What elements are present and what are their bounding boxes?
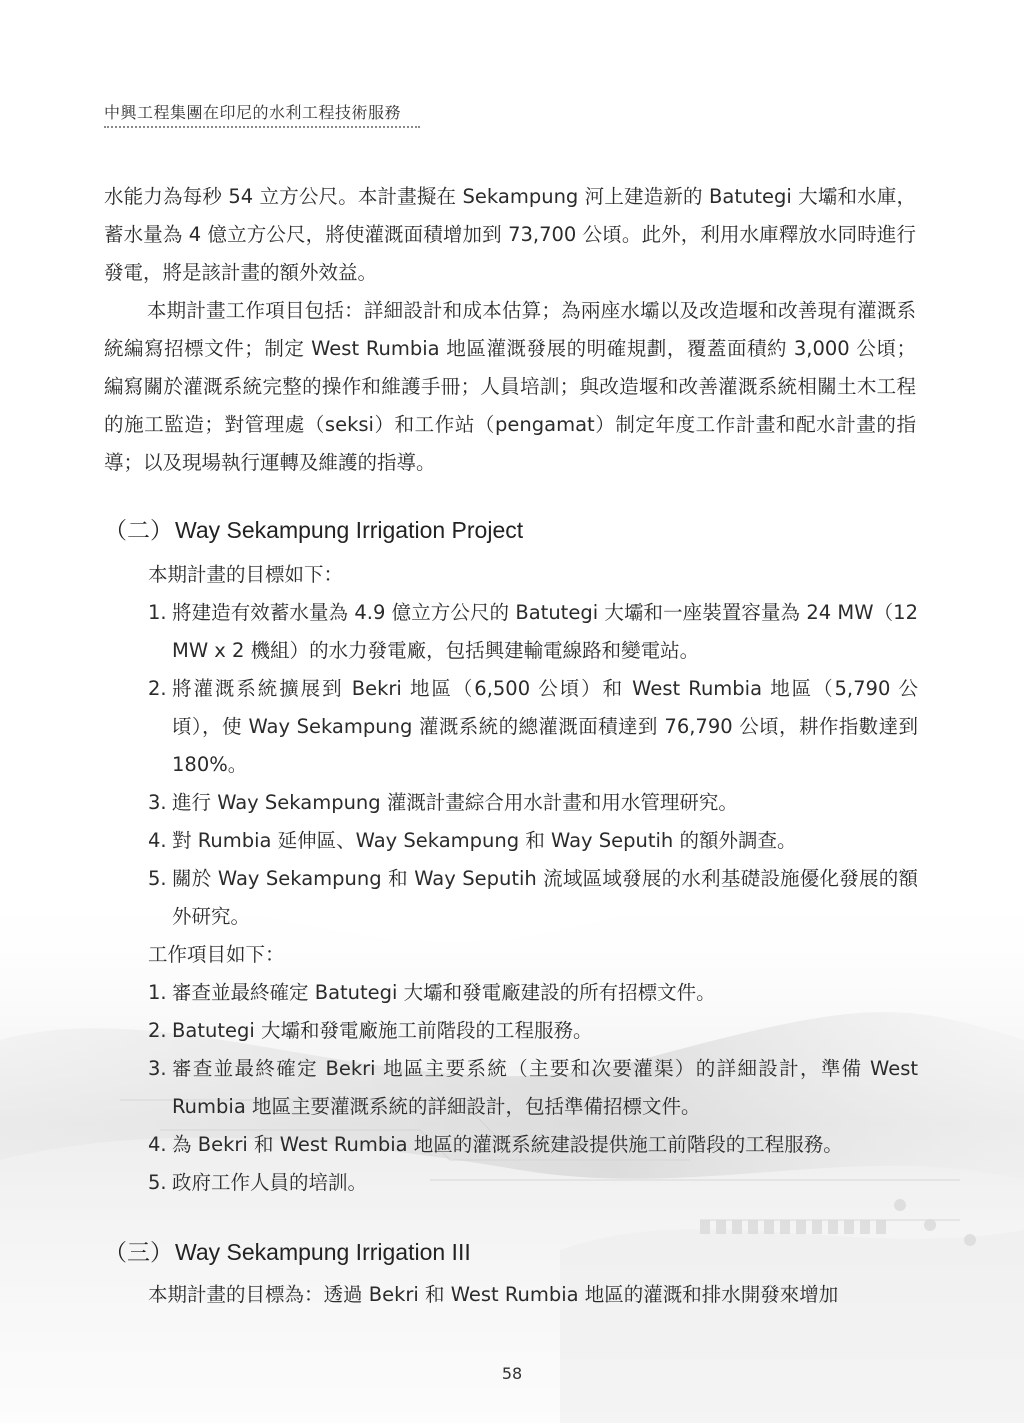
objective-text: 將灌溉系統擴展到 Bekri 地區（6,500 公頃）和 West Rumbia 地區（5,790 公頃），使 Way Sekampung 灌溉系統的總灌溉面積達到 76,790 公頃，耕作指數達到 180%。: [172, 677, 918, 776]
work-item-text: 審查並最終確定 Batutegi 大壩和發電廠建設的所有招標文件。: [172, 981, 716, 1004]
intro-paragraph-2: 本期計畫工作項目包括：詳細設計和成本估算；為兩座水壩以及改造堰和改善現有灌溉系統編寫招標文件；制定 West Rumbia 地區灌溉發展的明確規劃，覆蓋面積約 3,000 公頃；編寫關於灌溉系統完整的操作和維護手冊；人員培訓；與改造堰和改善灌溉系統相關土木工程的施工監造；對管理處（seksi）和工作站（pengamat）制定年度工作計畫和配水計畫的指導；以及現場執行運轉及維護的指導。: [104, 299, 916, 474]
objective-number: 4.: [148, 829, 167, 852]
work-item-number: 4.: [148, 1133, 167, 1156]
objective-number: 5.: [148, 867, 167, 890]
objective-item: [148, 784, 918, 822]
work-item-number: 5.: [148, 1171, 167, 1194]
objective-number: 1.: [148, 601, 167, 624]
objective-item: [148, 860, 918, 936]
section-2-title: Way Sekampung Irrigation Project: [175, 517, 524, 543]
objective-text: 對 Rumbia 延伸區、Way Sekampung 和 Way Seputih 的額外調查。: [172, 829, 797, 852]
objective-text: 將建造有效蓄水量為 4.9 億立方公尺的 Batutegi 大壩和一座裝置容量為 24 MW（12 MW x 2 機組）的水力發電廠，包括興建輸電線路和變電站。: [172, 601, 918, 662]
objective-item: [148, 594, 918, 670]
section-3-title: Way Sekampung Irrigation III: [175, 1239, 471, 1265]
running-header: 中興工程集團在印尼的水利工程技術服務: [104, 103, 402, 122]
objective-number: 2.: [148, 677, 167, 700]
work-item-text: 審查並最終確定 Bekri 地區主要系統（主要和次要灌渠）的詳細設計，準備 West Rumbia 地區主要灌溉系統的詳細設計，包括準備招標文件。: [172, 1057, 918, 1118]
work-item: [148, 1012, 918, 1050]
section-3-number: （三）: [104, 1239, 173, 1265]
work-item-text: Batutegi 大壩和發電廠施工前階段的工程服務。: [172, 1019, 593, 1042]
work-item: [148, 974, 918, 1012]
intro-paragraph-1: 水能力為每秒 54 立方公尺。本計畫擬在 Sekampung 河上建造新的 Batutegi 大壩和水庫，蓄水量為 4 億立方公尺，將使灌溉面積增加到 73,700 公頃。此外，利用水庫釋放水同時進行發電，將是該計畫的額外效益。: [104, 185, 916, 284]
work-item-number: 3.: [148, 1057, 167, 1080]
header-dotted-rule: [104, 126, 420, 128]
section-2-number: （二）: [104, 517, 173, 543]
section-3-body: [148, 1276, 918, 1314]
objective-item: [148, 670, 918, 784]
objective-text: 進行 Way Sekampung 灌溉計畫綜合用水計畫和用水管理研究。: [172, 791, 738, 814]
section-3-heading: [104, 1234, 471, 1267]
section-2-heading: [104, 512, 523, 545]
intro-text: [104, 178, 916, 482]
work-item-text: 政府工作人員的培訓。: [172, 1171, 368, 1194]
objectives-lead: 本期計畫的目標如下：: [148, 563, 344, 586]
objective-number: 3.: [148, 791, 167, 814]
objective-item: [148, 822, 918, 860]
work-item-text: 為 Bekri 和 West Rumbia 地區的灌溉系統建設提供施工前階段的工程服務。: [172, 1133, 843, 1156]
work-items-lead: 工作項目如下：: [148, 943, 285, 966]
work-item-number: 1.: [148, 981, 167, 1004]
work-item: [148, 1050, 918, 1126]
section-2-objectives: [148, 556, 918, 936]
work-item: [148, 1164, 918, 1202]
page-number: 58: [501, 1364, 523, 1383]
section-2-work-items: [148, 936, 918, 1202]
section-3-paragraph-1: 本期計畫的目標為：透過 Bekri 和 West Rumbia 地區的灌溉和排水開發來增加: [148, 1283, 839, 1306]
work-item: [148, 1126, 918, 1164]
work-item-number: 2.: [148, 1019, 167, 1042]
objective-text: 關於 Way Sekampung 和 Way Seputih 流域區域發展的水利基礎設施優化發展的額外研究。: [172, 867, 918, 928]
